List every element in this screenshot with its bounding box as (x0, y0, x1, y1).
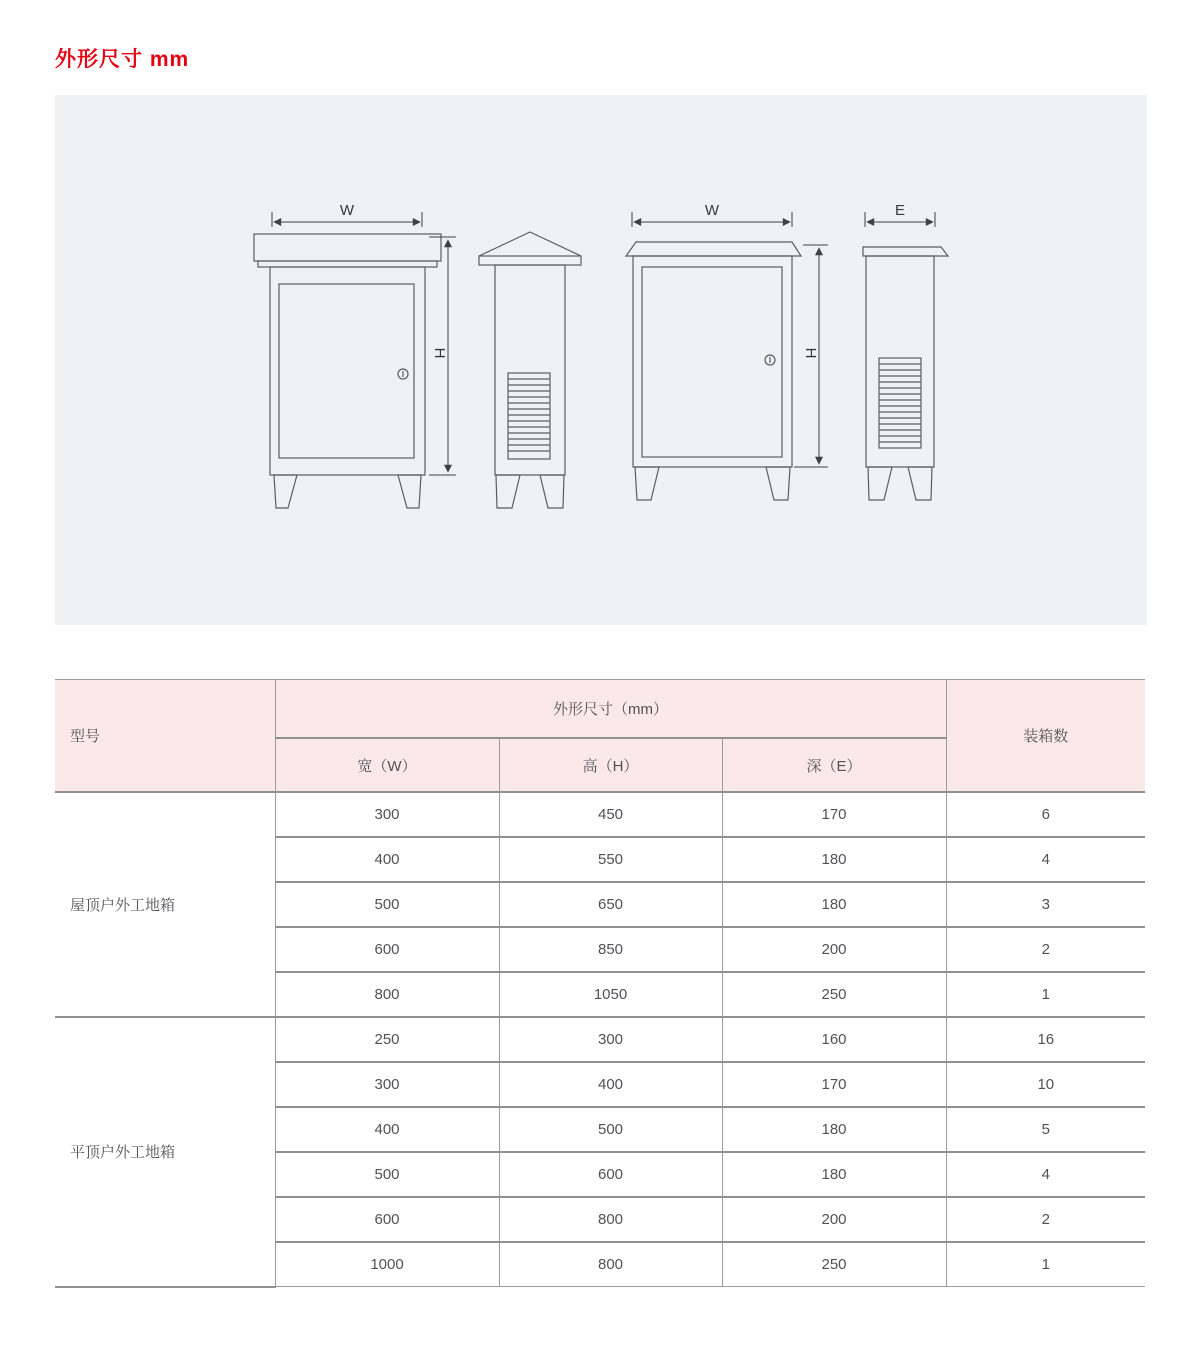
cabinet-leg (496, 475, 520, 508)
cell-depth: 170 (722, 1062, 946, 1107)
cell-width: 500 (275, 1152, 499, 1197)
dim-label-h: H (431, 347, 448, 359)
cabinet-leg (398, 475, 421, 508)
lock-icon (398, 369, 408, 379)
cell-height: 800 (499, 1242, 722, 1287)
cell-packing: 6 (946, 792, 1145, 837)
technical-drawings (55, 95, 1147, 625)
cell-width: 300 (275, 792, 499, 837)
cell-width: 250 (275, 1017, 499, 1062)
dim-label-h: H (802, 347, 819, 359)
cell-width: 800 (275, 972, 499, 1017)
cell-packing: 2 (946, 1197, 1145, 1242)
drawing-flat-side-view (863, 202, 948, 500)
cabinet-body (495, 265, 565, 475)
cell-width: 1000 (275, 1242, 499, 1287)
cabinet-door (279, 284, 414, 458)
lock-icon (765, 355, 775, 365)
cell-width: 600 (275, 1197, 499, 1242)
cell-height: 550 (499, 837, 722, 882)
cell-depth: 180 (722, 882, 946, 927)
cell-height: 400 (499, 1062, 722, 1107)
cabinet-door (642, 267, 782, 457)
header-packing: 装箱数 (946, 680, 1145, 793)
cell-height: 800 (499, 1197, 722, 1242)
header-model: 型号 (55, 680, 275, 793)
cell-width: 400 (275, 837, 499, 882)
cell-depth: 160 (722, 1017, 946, 1062)
flat-brim (626, 242, 801, 256)
cell-packing: 4 (946, 837, 1145, 882)
flat-brim (863, 247, 948, 256)
model-cell: 屋顶户外工地箱 (55, 792, 275, 1017)
cabinet-body (633, 256, 792, 467)
drawing-flat-front-view (626, 202, 828, 500)
table-header (55, 680, 1145, 793)
cell-height: 600 (499, 1152, 722, 1197)
cell-height: 650 (499, 882, 722, 927)
drawing-panel (55, 95, 1147, 625)
cell-depth: 200 (722, 1197, 946, 1242)
cell-depth: 250 (722, 1242, 946, 1287)
cell-packing: 2 (946, 927, 1145, 972)
cabinet-leg (908, 467, 932, 500)
cell-packing: 10 (946, 1062, 1145, 1107)
cell-height: 1050 (499, 972, 722, 1017)
cell-depth: 170 (722, 792, 946, 837)
cell-height: 450 (499, 792, 722, 837)
spec-table-body (55, 792, 1145, 1287)
drawing-roof-front-view (254, 202, 456, 508)
cell-width: 300 (275, 1062, 499, 1107)
cell-packing: 16 (946, 1017, 1145, 1062)
cell-packing: 1 (946, 972, 1145, 1017)
cabinet-leg (766, 467, 790, 500)
model-cell: 平顶户外工地箱 (55, 1017, 275, 1287)
cabinet-leg (635, 467, 659, 500)
cabinet-leg (868, 467, 892, 500)
louver-vent (879, 358, 921, 448)
cell-packing: 1 (946, 1242, 1145, 1287)
header-depth: 深（E） (722, 738, 946, 792)
cell-width: 600 (275, 927, 499, 972)
cell-height: 500 (499, 1107, 722, 1152)
dim-label-w: W (339, 202, 355, 219)
cell-packing: 5 (946, 1107, 1145, 1152)
header-width: 宽（W） (275, 738, 499, 792)
table-row (55, 1017, 1145, 1062)
louver-vent (508, 373, 550, 459)
cabinet-leg (540, 475, 564, 508)
roof-slab (254, 234, 441, 261)
page-title: 外形尺寸 mm (55, 48, 190, 71)
cell-depth: 180 (722, 837, 946, 882)
cabinet-body (270, 267, 425, 475)
roof-peak (479, 232, 581, 256)
cabinet-body (866, 256, 934, 467)
dim-label-e: E (894, 202, 906, 219)
header-dimensions-group: 外形尺寸（mm） (275, 680, 946, 739)
cell-width: 500 (275, 882, 499, 927)
cell-height: 300 (499, 1017, 722, 1062)
dim-label-w: W (704, 202, 720, 219)
page (55, 0, 1145, 1288)
table-row (55, 792, 1145, 837)
cell-depth: 200 (722, 927, 946, 972)
cell-depth: 180 (722, 1152, 946, 1197)
header-height: 高（H） (499, 738, 722, 792)
cell-depth: 180 (722, 1107, 946, 1152)
cell-depth: 250 (722, 972, 946, 1017)
cell-height: 850 (499, 927, 722, 972)
dimensions-table (55, 679, 1145, 1288)
cell-packing: 3 (946, 882, 1145, 927)
cabinet-leg (274, 475, 297, 508)
cell-packing: 4 (946, 1152, 1145, 1197)
cell-width: 400 (275, 1107, 499, 1152)
drawing-roof-side-view (479, 232, 581, 508)
